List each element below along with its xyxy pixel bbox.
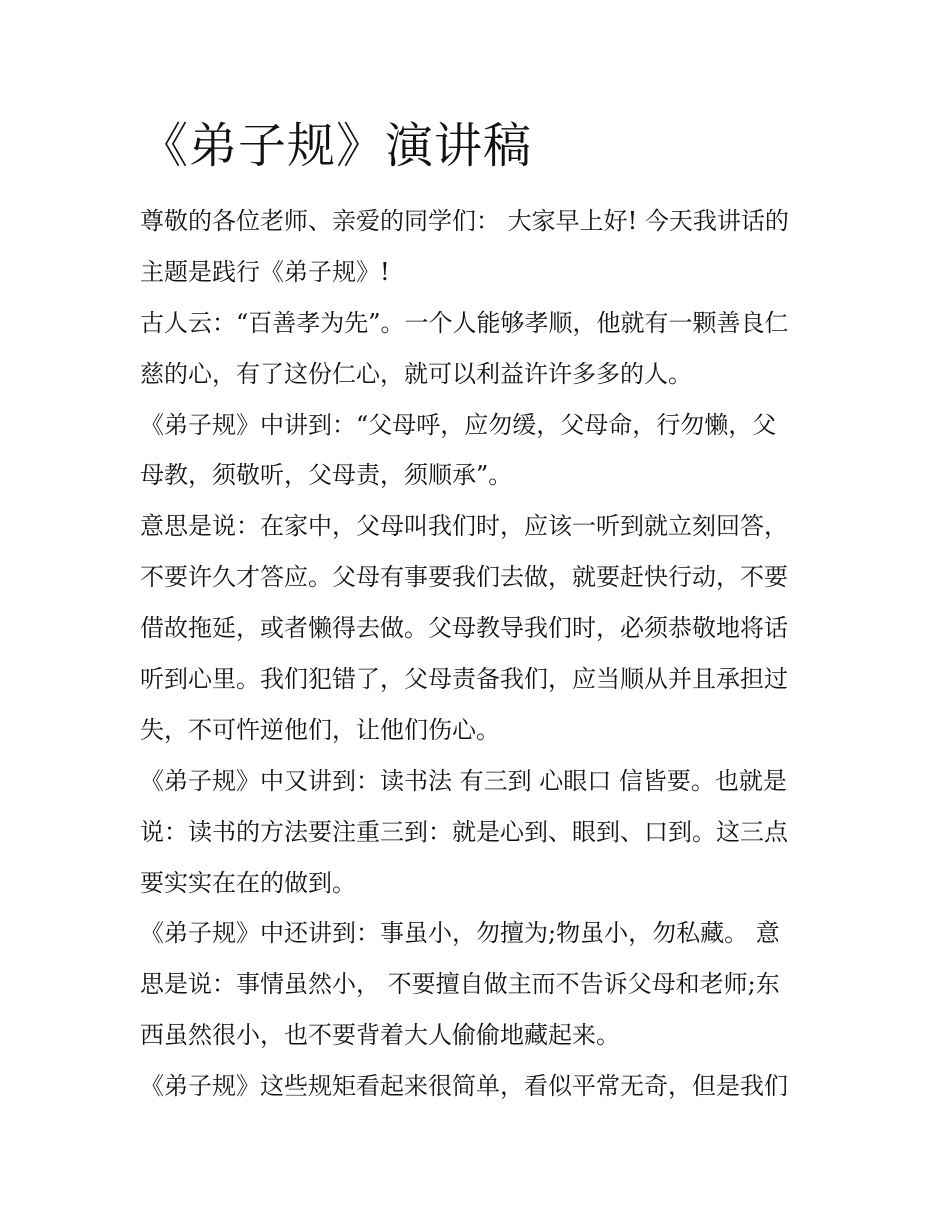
text-line: 借故拖延，或者懒得去做。父母教导我们时，必须恭敬地将话	[140, 614, 788, 643]
text-line: 尊敬的各位老师、亲爱的同学们： 大家早上好! 今天我讲话的	[140, 207, 789, 235]
document-title: 《弟子规》演讲稿	[140, 118, 533, 174]
document-body	[140, 196, 820, 1112]
text-line: 慈的心，有了这份仁心，就可以利益许许多多的人。	[140, 359, 692, 388]
text-line: 思是说：事情虽然小， 不要擅自做主而不告诉父母和老师;东	[140, 970, 780, 999]
text-line: 《弟子规》这些规矩看起来很简单，看似平常无奇，但是我们	[140, 1072, 788, 1101]
text-line: 意思是说：在家中，父母叫我们时，应该一听到就立刻回答，	[140, 512, 788, 541]
text-line: 失，不可忤逆他们，让他们伤心。	[140, 715, 500, 744]
text-line: 说：读书的方法要注重三到：就是心到、眼到、口到。这三点	[140, 817, 788, 846]
text-line: 古人云：“百善孝为先”。一个人能够孝顺，他就有一颗善良仁	[140, 308, 789, 337]
text-line: 西虽然很小，也不要背着大人偷偷地藏起来。	[140, 1021, 620, 1050]
text-line: 母教，须敬听，父母责，须顺承”。	[140, 461, 513, 490]
text-line: 主题是践行《弟子规》!	[140, 257, 390, 286]
text-line: 《弟子规》中还讲到：事虽小，勿擅为;物虽小，勿私藏。 意	[140, 919, 780, 948]
text-line: 《弟子规》中又讲到：读书法 有三到 心眼口 信皆要。也就是	[140, 766, 787, 795]
text-line: 《弟子规》中讲到：“父母呼，应勿缓，父母命，行勿懒，父	[140, 410, 777, 439]
text-line: 要实实在在的做到。	[140, 868, 356, 897]
text-line: 听到心里。我们犯错了，父母责备我们，应当顺从并且承担过	[140, 665, 788, 694]
text-line: 不要许久才答应。父母有事要我们去做，就要赶快行动，不要	[140, 563, 788, 592]
